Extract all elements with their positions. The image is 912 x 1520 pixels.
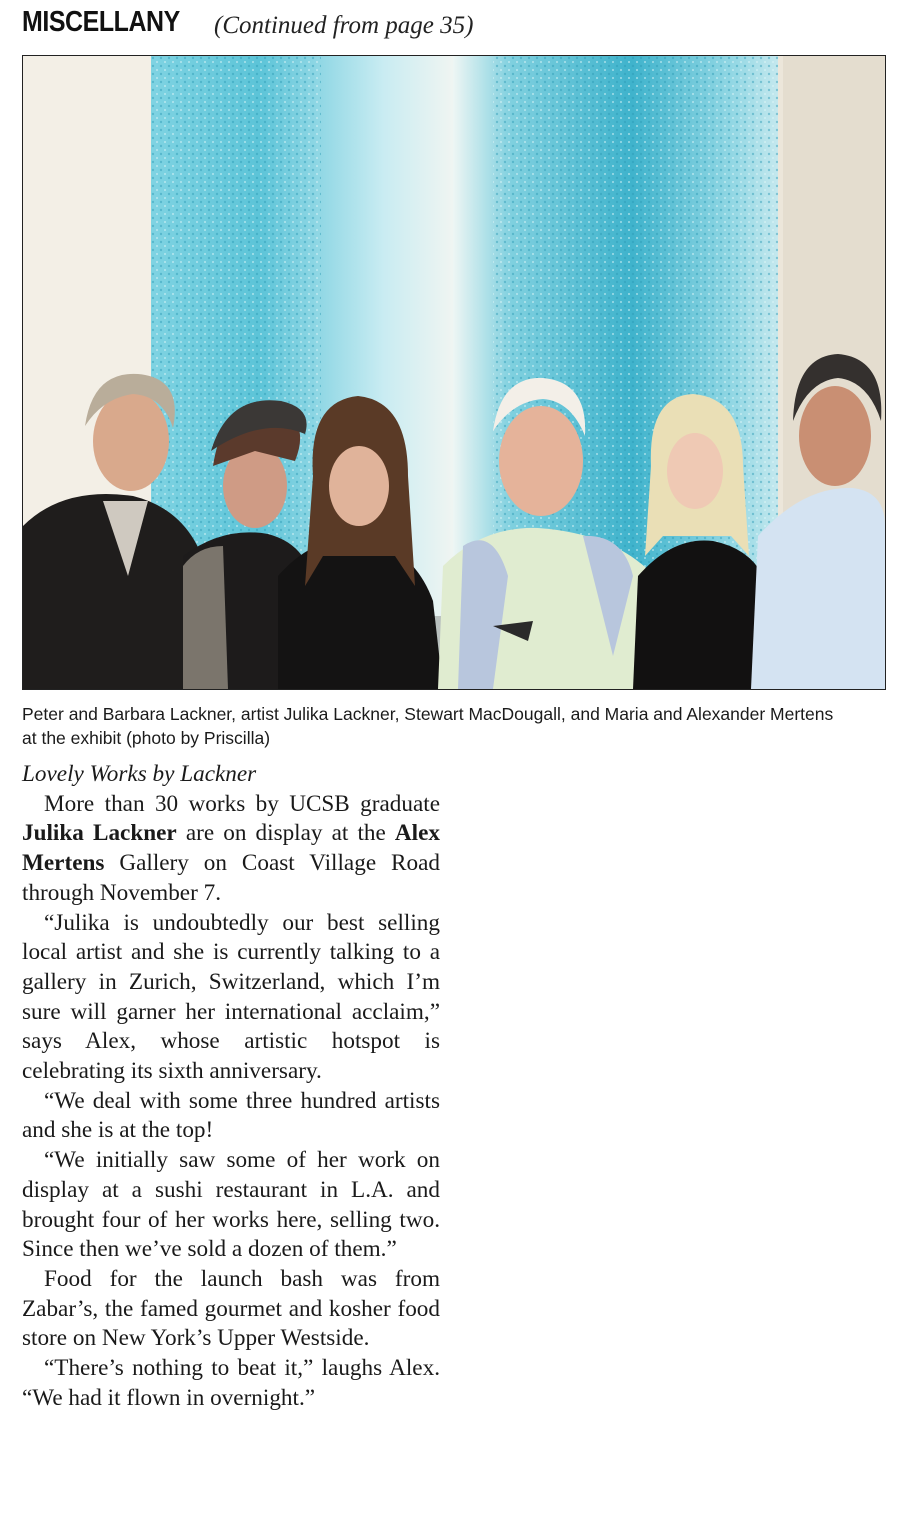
- gallery-name: Alex Mertens: [22, 820, 440, 877]
- article-paragraph: “There’s nothing to beat it,” laughs Alex. “We had it flown in overnight.”: [22, 1355, 440, 1411]
- person-name: Julika Lackner: [22, 820, 177, 847]
- text-run: More than 30 works by UCSB graduate: [44, 790, 440, 817]
- text-run: Gallery on Coast Village Road through November 7.: [22, 850, 440, 906]
- continued-note: (Continued from page 35): [214, 12, 474, 39]
- caption-line: at the exhibit (photo by Priscilla): [22, 728, 271, 748]
- article-paragraph: “Julika is undoubtedly our best selling local artist and she is currently talking to a gallery in Zurich, Switzerland, which I’m sure will garner her international acclaim,” says Alex, whose artistic hotspot is celebrating its sixth anniversary.: [22, 909, 440, 1085]
- text-run: are on display at the: [176, 820, 395, 847]
- article-paragraph: “We deal with some three hundred artists and she is at the top!: [22, 1087, 440, 1144]
- page-header: [22, 6, 474, 46]
- group-photo: [22, 55, 886, 690]
- article-paragraph: [22, 790, 440, 909]
- article-kicker: Lovely Works by Lackner: [22, 761, 257, 787]
- photo-illustration: [23, 56, 885, 689]
- article-body: [22, 760, 440, 1413]
- article-paragraph: “We initially saw some of her work on display at a sushi restaurant in L.A. and brought four of her works here, selling two. Since then we’ve sold a dozen of them.”: [22, 1147, 440, 1263]
- caption-line: Peter and Barbara Lackner, artist Julika Lackner, Stewart MacDougall, and Maria and Alexander Mertens: [22, 704, 834, 724]
- article-paragraph: Food for the launch bash was from Zabar’s, the famed gourmet and kosher food store on New York’s Upper Westside.: [22, 1265, 440, 1352]
- photo-caption: [22, 702, 902, 750]
- section-title: MISCELLANY: [22, 6, 180, 38]
